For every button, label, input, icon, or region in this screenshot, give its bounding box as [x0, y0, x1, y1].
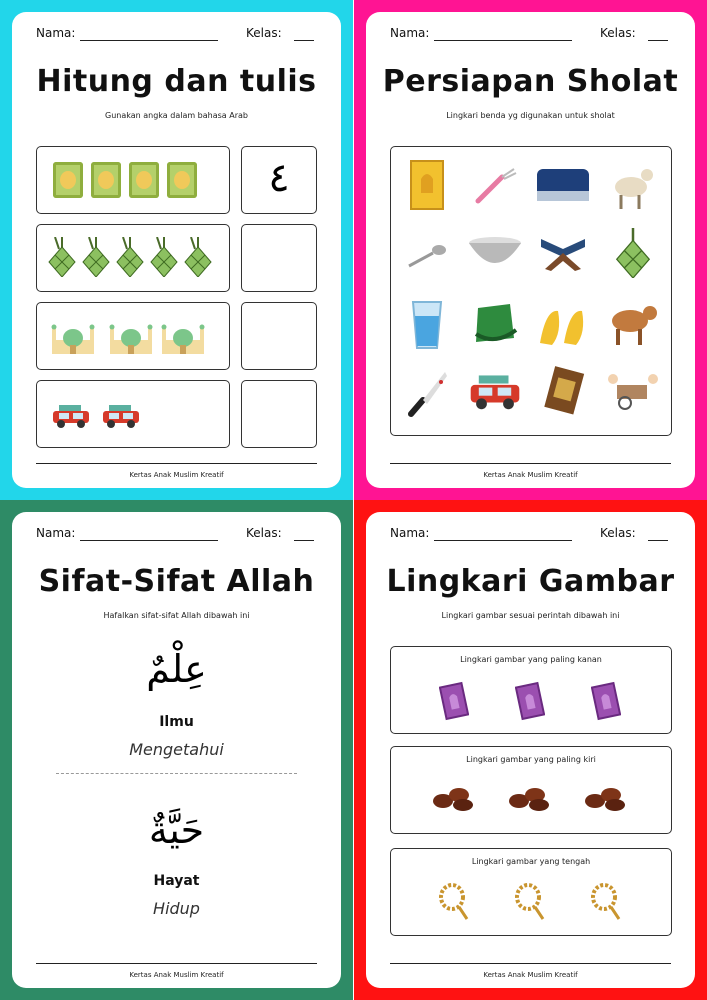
prayer-beads-icon[interactable]	[513, 881, 547, 921]
quran-stand-icon[interactable]	[531, 225, 595, 281]
glass-of-water-icon[interactable]	[399, 297, 455, 353]
task-box-2	[390, 746, 672, 834]
student-header	[36, 526, 318, 548]
answer-box-row-4[interactable]	[241, 380, 317, 448]
worksheet-subtitle: Gunakan angka dalam bahasa Arab	[105, 111, 248, 120]
car-icon	[101, 403, 141, 429]
task-instruction: Lingkari gambar yang tengah	[471, 857, 591, 866]
student-header	[390, 26, 672, 48]
footer-text: Kertas Anak Muslim Kreatif	[483, 971, 578, 979]
prayer-mat-icon[interactable]	[439, 681, 469, 721]
class-line	[294, 40, 314, 41]
ketupat-icon	[149, 237, 179, 277]
cow-icon[interactable]	[605, 295, 661, 351]
peci-cap-icon[interactable]	[531, 157, 595, 213]
prayer-mat-icon[interactable]	[515, 681, 545, 721]
sandals-icon[interactable]	[535, 297, 591, 353]
ketupat-icon	[183, 237, 213, 277]
mosque-icon	[161, 320, 205, 354]
arabic-text: عِلْمٌ	[146, 647, 207, 691]
answer-box-row-2[interactable]	[241, 224, 317, 292]
goat-icon[interactable]	[605, 157, 661, 213]
items-grid	[390, 146, 672, 436]
class-line	[294, 540, 314, 541]
section-divider	[56, 773, 297, 774]
worksheet-card	[366, 12, 695, 488]
task-instruction: Lingkari gambar yang paling kanan	[460, 655, 602, 664]
name-line	[434, 540, 572, 541]
worksheet-title: Sifat-Sifat Allah	[38, 564, 315, 599]
name-line	[80, 40, 218, 41]
prayer-beads-icon[interactable]	[589, 881, 623, 921]
quran-book-icon[interactable]	[535, 363, 591, 419]
prayer-mat-icon[interactable]	[399, 157, 455, 213]
spoon-icon[interactable]	[399, 227, 455, 283]
answer-box-row-1[interactable]: ٤	[241, 146, 317, 214]
attribute-name: Hayat	[153, 873, 200, 889]
class-label: Kelas:	[246, 526, 282, 540]
ketupat-icon	[47, 237, 77, 277]
worksheet-sifat-panel	[0, 500, 353, 1000]
count-box-row-4	[36, 380, 230, 448]
worksheet-title: Persiapan Sholat	[382, 64, 679, 99]
quran-book-icon	[91, 162, 121, 198]
count-box-row-2	[36, 224, 230, 292]
class-label: Kelas:	[246, 26, 282, 40]
worksheet-sholat-panel	[354, 0, 707, 500]
attribute-meaning: Mengetahui	[129, 740, 224, 759]
worksheet-title: Hitung dan tulis	[36, 64, 317, 99]
worksheet-card	[12, 12, 341, 488]
quran-book-icon	[129, 162, 159, 198]
class-line	[648, 40, 668, 41]
name-line	[80, 540, 218, 541]
bowl-icon[interactable]	[463, 225, 527, 281]
ketupat-icon	[115, 237, 145, 277]
count-box-row-3	[36, 302, 230, 370]
quran-book-icon	[53, 162, 83, 198]
task-instruction: Lingkari gambar yang paling kiri	[466, 755, 596, 764]
answer-box-row-3[interactable]	[241, 302, 317, 370]
name-line	[434, 40, 572, 41]
worksheet-hitung-panel	[0, 0, 353, 500]
worksheet-subtitle: Lingkari benda yg digunakan untuk sholat	[446, 111, 615, 120]
footer-divider	[36, 963, 317, 964]
task-box-1	[390, 646, 672, 734]
mosque-icon	[109, 320, 153, 354]
mosque-icon	[51, 320, 95, 354]
fork-icon[interactable]	[467, 157, 523, 213]
prayer-mat-icon[interactable]	[591, 681, 621, 721]
student-header	[36, 26, 318, 48]
student-header	[390, 526, 672, 548]
task-box-3	[390, 848, 672, 936]
attribute-name: Ilmu	[159, 714, 194, 730]
car-icon	[51, 403, 91, 429]
name-label: Nama:	[390, 526, 430, 540]
attribute-meaning: Hidup	[153, 899, 200, 918]
worksheet-card	[12, 512, 341, 988]
dates-icon[interactable]	[583, 783, 627, 813]
class-label: Kelas:	[600, 526, 636, 540]
footer-divider	[36, 463, 317, 464]
footer-text: Kertas Anak Muslim Kreatif	[129, 971, 224, 979]
knife-icon[interactable]	[399, 365, 455, 421]
count-box-row-1	[36, 146, 230, 214]
worksheet-subtitle: Lingkari gambar sesuai perintah dibawah ini	[441, 611, 620, 620]
footer-divider	[390, 963, 671, 964]
green-hat-icon[interactable]	[467, 295, 523, 351]
class-line	[648, 540, 668, 541]
worksheet-subtitle: Hafalkan sifat-sifat Allah dibawah ini	[103, 611, 250, 620]
name-label: Nama:	[390, 26, 430, 40]
arabic-text: حَيَّةٌ	[148, 808, 205, 852]
cart-icon[interactable]	[605, 363, 661, 419]
name-label: Nama:	[36, 526, 76, 540]
worksheet-lingkari-panel	[354, 500, 707, 1000]
name-label: Nama:	[36, 26, 76, 40]
dates-icon[interactable]	[431, 783, 475, 813]
dates-icon[interactable]	[507, 783, 551, 813]
footer-text: Kertas Anak Muslim Kreatif	[483, 471, 578, 479]
worksheet-title: Lingkari Gambar	[386, 564, 675, 599]
prayer-beads-icon[interactable]	[437, 881, 471, 921]
class-label: Kelas:	[600, 26, 636, 40]
ketupat-icon	[81, 237, 111, 277]
footer-text: Kertas Anak Muslim Kreatif	[129, 471, 224, 479]
ketupat-icon[interactable]	[605, 225, 661, 281]
footer-divider	[390, 463, 671, 464]
car-icon[interactable]	[463, 365, 527, 421]
worksheet-card	[366, 512, 695, 988]
quran-book-icon	[167, 162, 197, 198]
